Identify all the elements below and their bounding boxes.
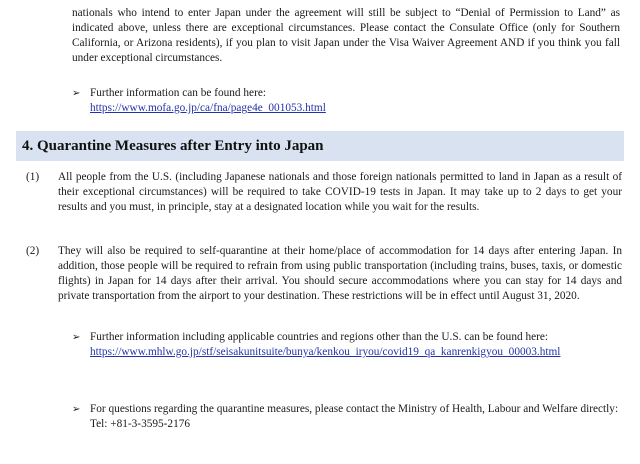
bullet-text: Further information can be found here: xyxy=(90,87,266,99)
bullet-text: Further information including applicable countries and regions other than the U.S. can be found here: xyxy=(90,331,549,343)
mhlw-link[interactable]: https://www.mhlw.go.jp/stf/seisakunitsuite/bunya/kenkou_iryou/covid19_qa_kanrenkigyou_00003.html xyxy=(90,346,561,358)
item-number: (2) xyxy=(26,245,40,257)
item-number: (1) xyxy=(26,171,40,183)
item-text: All people from the U.S. (including Japanese nationals and those foreign nationals permitted to land in Japan as a result of their exceptional circumstances) will be required to take COVID-19 tests in Japan. It may take up to 2 days to get your results and you must, in principle, stay at a designated location while you wait for the results. xyxy=(58,171,622,213)
list-item-1 xyxy=(26,170,622,215)
arrow-bullet-icon: ➢ xyxy=(72,404,81,415)
item-text: They will also be required to self-quarantine at their home/place of accommodation for 14 days after entering Japan. In addition, those people will be required to refrain from using public transportation (including trains, buses, taxis, or domestic flights) in Japan for 14 days after their arrival. You should secure accommodations where you can stay for 14 days and private transportation from the airport to your destination. These restrictions will be in effect until August 31, 2020. xyxy=(58,245,622,302)
bullet-text: For questions regarding the quarantine measures, please contact the Ministry of Health, Labour and Welfare directly: Tel: +81-3-3595-2176 xyxy=(90,403,619,430)
section-header xyxy=(16,131,624,161)
arrow-bullet-icon: ➢ xyxy=(72,88,81,99)
section-title: 4. Quarantine Measures after Entry into Japan xyxy=(22,138,324,154)
bullet-mhlw-info xyxy=(72,330,620,360)
bullet-mofa-info xyxy=(72,86,620,116)
intro-paragraph: nationals who intend to enter Japan under the agreement will still be subject to “Denial of Permission to Land” as indicated above, unless there are exceptional circumstances. Please contact the Consulate Office (only for Southern California, or Arizona residents), if you plan to visit Japan under the Visa Waiver Agreement AND if you think you fall under exceptional circumstances. xyxy=(72,7,620,64)
list-item-2 xyxy=(26,244,622,304)
mofa-link[interactable]: https://www.mofa.go.jp/ca/fna/page4e_001053.html xyxy=(90,102,326,114)
arrow-bullet-icon: ➢ xyxy=(72,332,81,343)
bullet-contact-info xyxy=(72,402,620,432)
